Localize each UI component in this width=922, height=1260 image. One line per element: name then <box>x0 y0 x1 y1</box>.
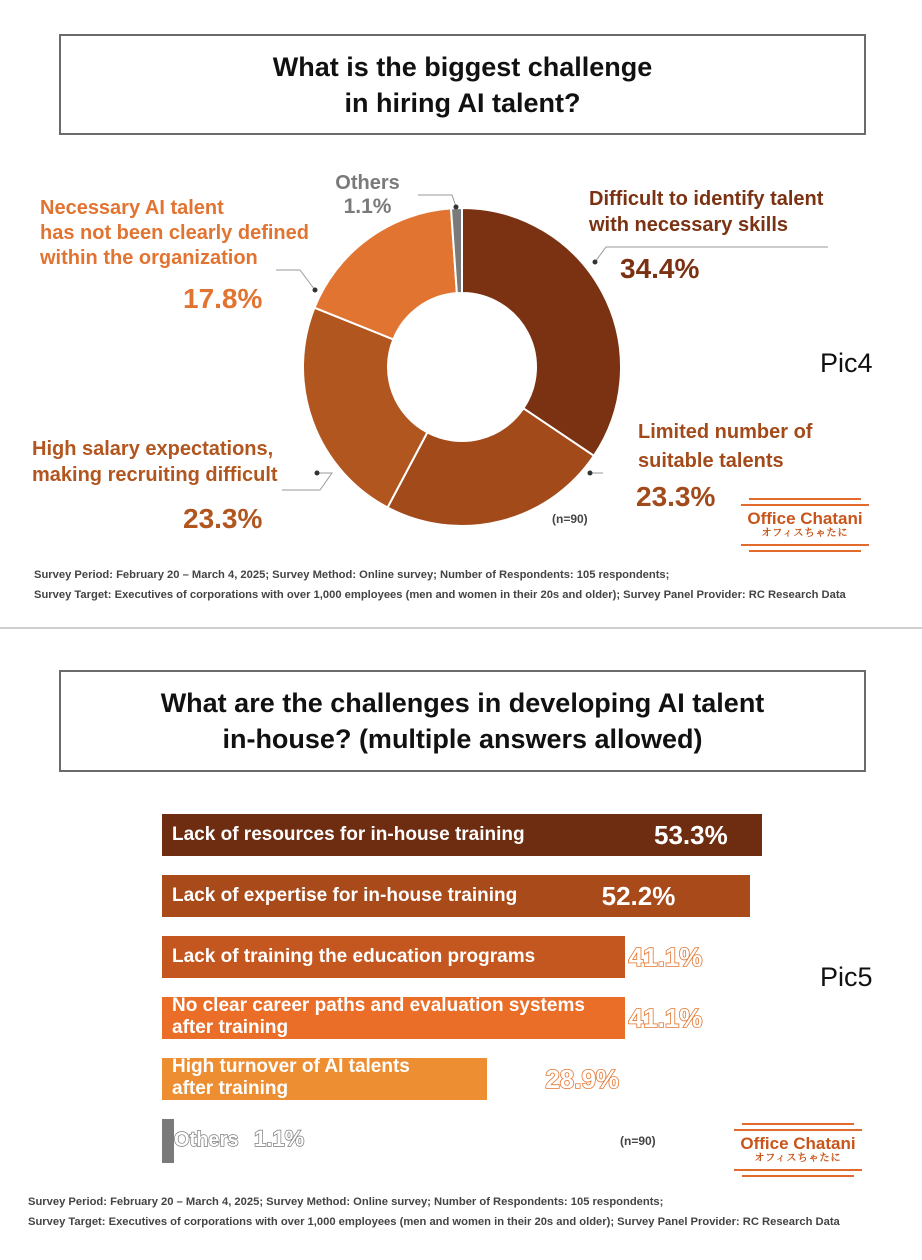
slice-label-not-defined-l3: within the organization <box>40 247 258 269</box>
slice-label-high-salary <box>32 436 278 488</box>
bar-value-1: 53.3% <box>654 820 728 850</box>
slice-label-not-defined-l2: has not been clearly defined <box>40 222 309 244</box>
bar-value-3: 41.1% <box>628 942 703 972</box>
chart1-title-line2: in hiring AI talent? <box>344 87 581 118</box>
bar-label-1-line-1: Lack of resources for in-house training <box>172 824 525 845</box>
bar-label-6 <box>174 1129 238 1151</box>
bar-value-2: 52.2% <box>601 881 676 911</box>
slice-label-high-salary-l2: making recruiting difficult <box>32 464 278 486</box>
leader-dot-difficult <box>593 260 598 265</box>
bar-label-3-line-1: Lack of training the education programs <box>172 946 536 967</box>
leader-line-high-salary <box>282 473 332 490</box>
slice-label-difficult <box>589 186 823 238</box>
bar-label-5-line-1: High turnover of AI talents <box>172 1056 410 1077</box>
slice-label-not-defined-l1: Necessary AI talent <box>40 197 224 219</box>
slice-label-limited-l1: Limited number of <box>638 421 813 443</box>
chart2-note-line1: Survey Period: February 20 – March 4, 2025; Survey Method: Online survey; Number of Respondents: 105 respondents; <box>28 1196 664 1208</box>
chart2-note-line2: Survey Target: Executives of corporations with over 1,000 employees (men and women in their 20s and older); Survey Panel Provider: RC Research Data <box>28 1216 840 1228</box>
bar-6 <box>162 1119 174 1163</box>
slice-value-others: 1.1% <box>343 195 392 218</box>
slice-value-difficult: 34.4% <box>620 253 700 284</box>
bar-label-3 <box>172 946 535 968</box>
logo-sub: オフィスちゃたに <box>761 528 849 539</box>
logo-sub: オフィスちゃたに <box>754 1153 842 1164</box>
bar-label-4-line-2: after training <box>172 1017 289 1038</box>
chart1-note-line2: Survey Target: Executives of corporations with over 1,000 employees (men and women in their 20s and older); Survey Panel Provider: RC Research Data <box>34 589 846 601</box>
logo-chart2 <box>728 1121 868 1179</box>
slice-value-high-salary: 23.3% <box>183 503 263 534</box>
slice-value-limited: 23.3% <box>636 481 716 512</box>
bar-label-4 <box>172 995 585 1039</box>
slice-label-limited <box>638 418 812 476</box>
donut-slice-difficult <box>462 208 621 456</box>
logo-name: Office Chatani <box>747 509 863 528</box>
chart1-title-box <box>59 34 866 135</box>
slice-label-others <box>325 171 410 219</box>
chart2-sample-size: (n=90) <box>620 1134 656 1148</box>
leader-dot-high-salary <box>315 471 320 476</box>
bar-label-4-line-1: No clear career paths and evaluation systems <box>172 995 585 1016</box>
slice-label-difficult-l1: Difficult to identify talent <box>589 188 824 210</box>
slice-label-difficult-l2: with necessary skills <box>589 214 789 236</box>
chart2-pic-tag: Pic5 <box>820 962 873 992</box>
bar-label-6-line-1: Others <box>174 1129 239 1151</box>
leader-dot-not-defined <box>313 288 318 293</box>
chart1-pic-tag: Pic4 <box>820 348 873 378</box>
logo-chart1 <box>735 496 875 554</box>
leader-line-not-defined <box>276 270 315 290</box>
bar-value-6: 1.1% <box>254 1126 305 1151</box>
bar-label-1 <box>172 824 525 846</box>
leader-dot-others <box>454 205 459 210</box>
bar-label-2 <box>172 885 517 907</box>
leader-line-others <box>418 195 456 207</box>
bar-label-5 <box>172 1056 410 1100</box>
chart1-note-line1: Survey Period: February 20 – March 4, 2025; Survey Method: Online survey; Number of Respondents: 105 respondents; <box>34 569 670 581</box>
bar-value-4: 41.1% <box>628 1003 703 1033</box>
leader-dot-limited <box>588 471 593 476</box>
slice-label-not-defined <box>40 196 309 271</box>
slice-value-not-defined: 17.8% <box>183 283 263 314</box>
chart1-title-line1: What is the biggest challenge <box>272 51 653 82</box>
chart1-sample-size: (n=90) <box>552 512 588 526</box>
slice-label-others-text: Others <box>335 172 400 194</box>
chart2-title-line1: What are the challenges in developing AI talent <box>160 688 765 718</box>
section-divider <box>0 627 922 629</box>
slice-label-limited-l2: suitable talents <box>638 450 784 472</box>
logo-name: Office Chatani <box>740 1134 856 1153</box>
bar-label-2-line-1: Lack of expertise for in-house training <box>172 885 518 906</box>
bar-label-5-line-2: after training <box>172 1078 289 1099</box>
chart2-title-box <box>59 670 866 772</box>
chart2-title-line2: in-house? (multiple answers allowed) <box>222 724 703 754</box>
bar-value-5: 28.9% <box>545 1064 620 1094</box>
slice-label-high-salary-l1: High salary expectations, <box>32 438 274 460</box>
